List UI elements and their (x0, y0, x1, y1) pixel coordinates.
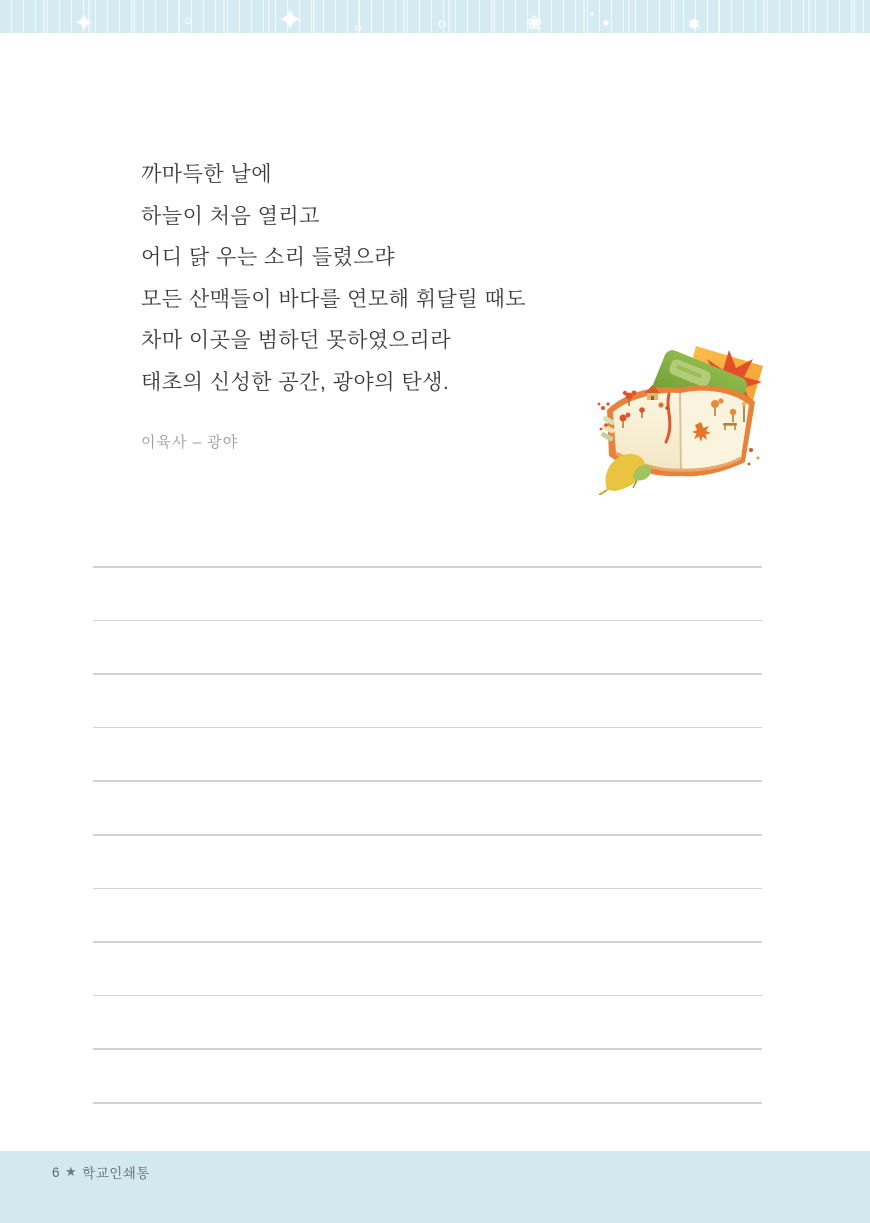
open-book-illustration (593, 330, 768, 495)
poem-line: 모든 산맥들이 바다를 연모해 휘달릴 때도 (141, 287, 527, 311)
droplet-icon: ● (602, 17, 610, 29)
writing-line (93, 1048, 762, 1050)
page-number: 6 (52, 1164, 61, 1180)
writing-line (93, 673, 762, 675)
writing-line (93, 834, 762, 836)
poem (141, 154, 601, 404)
writing-line (93, 941, 762, 943)
writing-line (93, 727, 762, 729)
poem-line: 까마득한 날에 (141, 163, 273, 186)
sparkle-icon: ✦ (73, 10, 95, 37)
star-icon: ★ (65, 1164, 78, 1179)
ring-icon: ○ (437, 16, 447, 33)
footer-brand: 학교인쇄통 (82, 1166, 150, 1181)
header-band (0, 0, 870, 37)
clover-icon: ❀ (526, 13, 542, 33)
writing-line (93, 566, 762, 568)
poem-line: 차마 이곳을 범하던 못하였으리라 (141, 329, 452, 353)
writing-line (93, 780, 762, 782)
writing-line (93, 1102, 762, 1104)
scatter-dots (748, 448, 760, 465)
writing-line (93, 620, 762, 622)
poem-line: 하늘이 처음 열리고 (141, 204, 320, 228)
ring-icon: ○ (353, 19, 363, 35)
ginkgo-leaves (599, 454, 651, 495)
footer-text (52, 1162, 150, 1182)
writing-line (93, 995, 762, 997)
square-icon: ▪ (590, 9, 594, 20)
poem-line: 태초의 신성한 공간, 광야의 탄생. (141, 370, 450, 394)
writing-line (93, 888, 762, 890)
snowflake-icon: ✱ (688, 16, 700, 32)
ring-icon: ○ (184, 13, 192, 28)
footer-band (0, 1151, 870, 1223)
sparkle-icon: ✦ (277, 4, 303, 37)
poem-line: 어디 닭 우는 소리 들렸으랴 (141, 246, 395, 270)
poem-attribution: 이육사 – 광야 (141, 434, 239, 451)
